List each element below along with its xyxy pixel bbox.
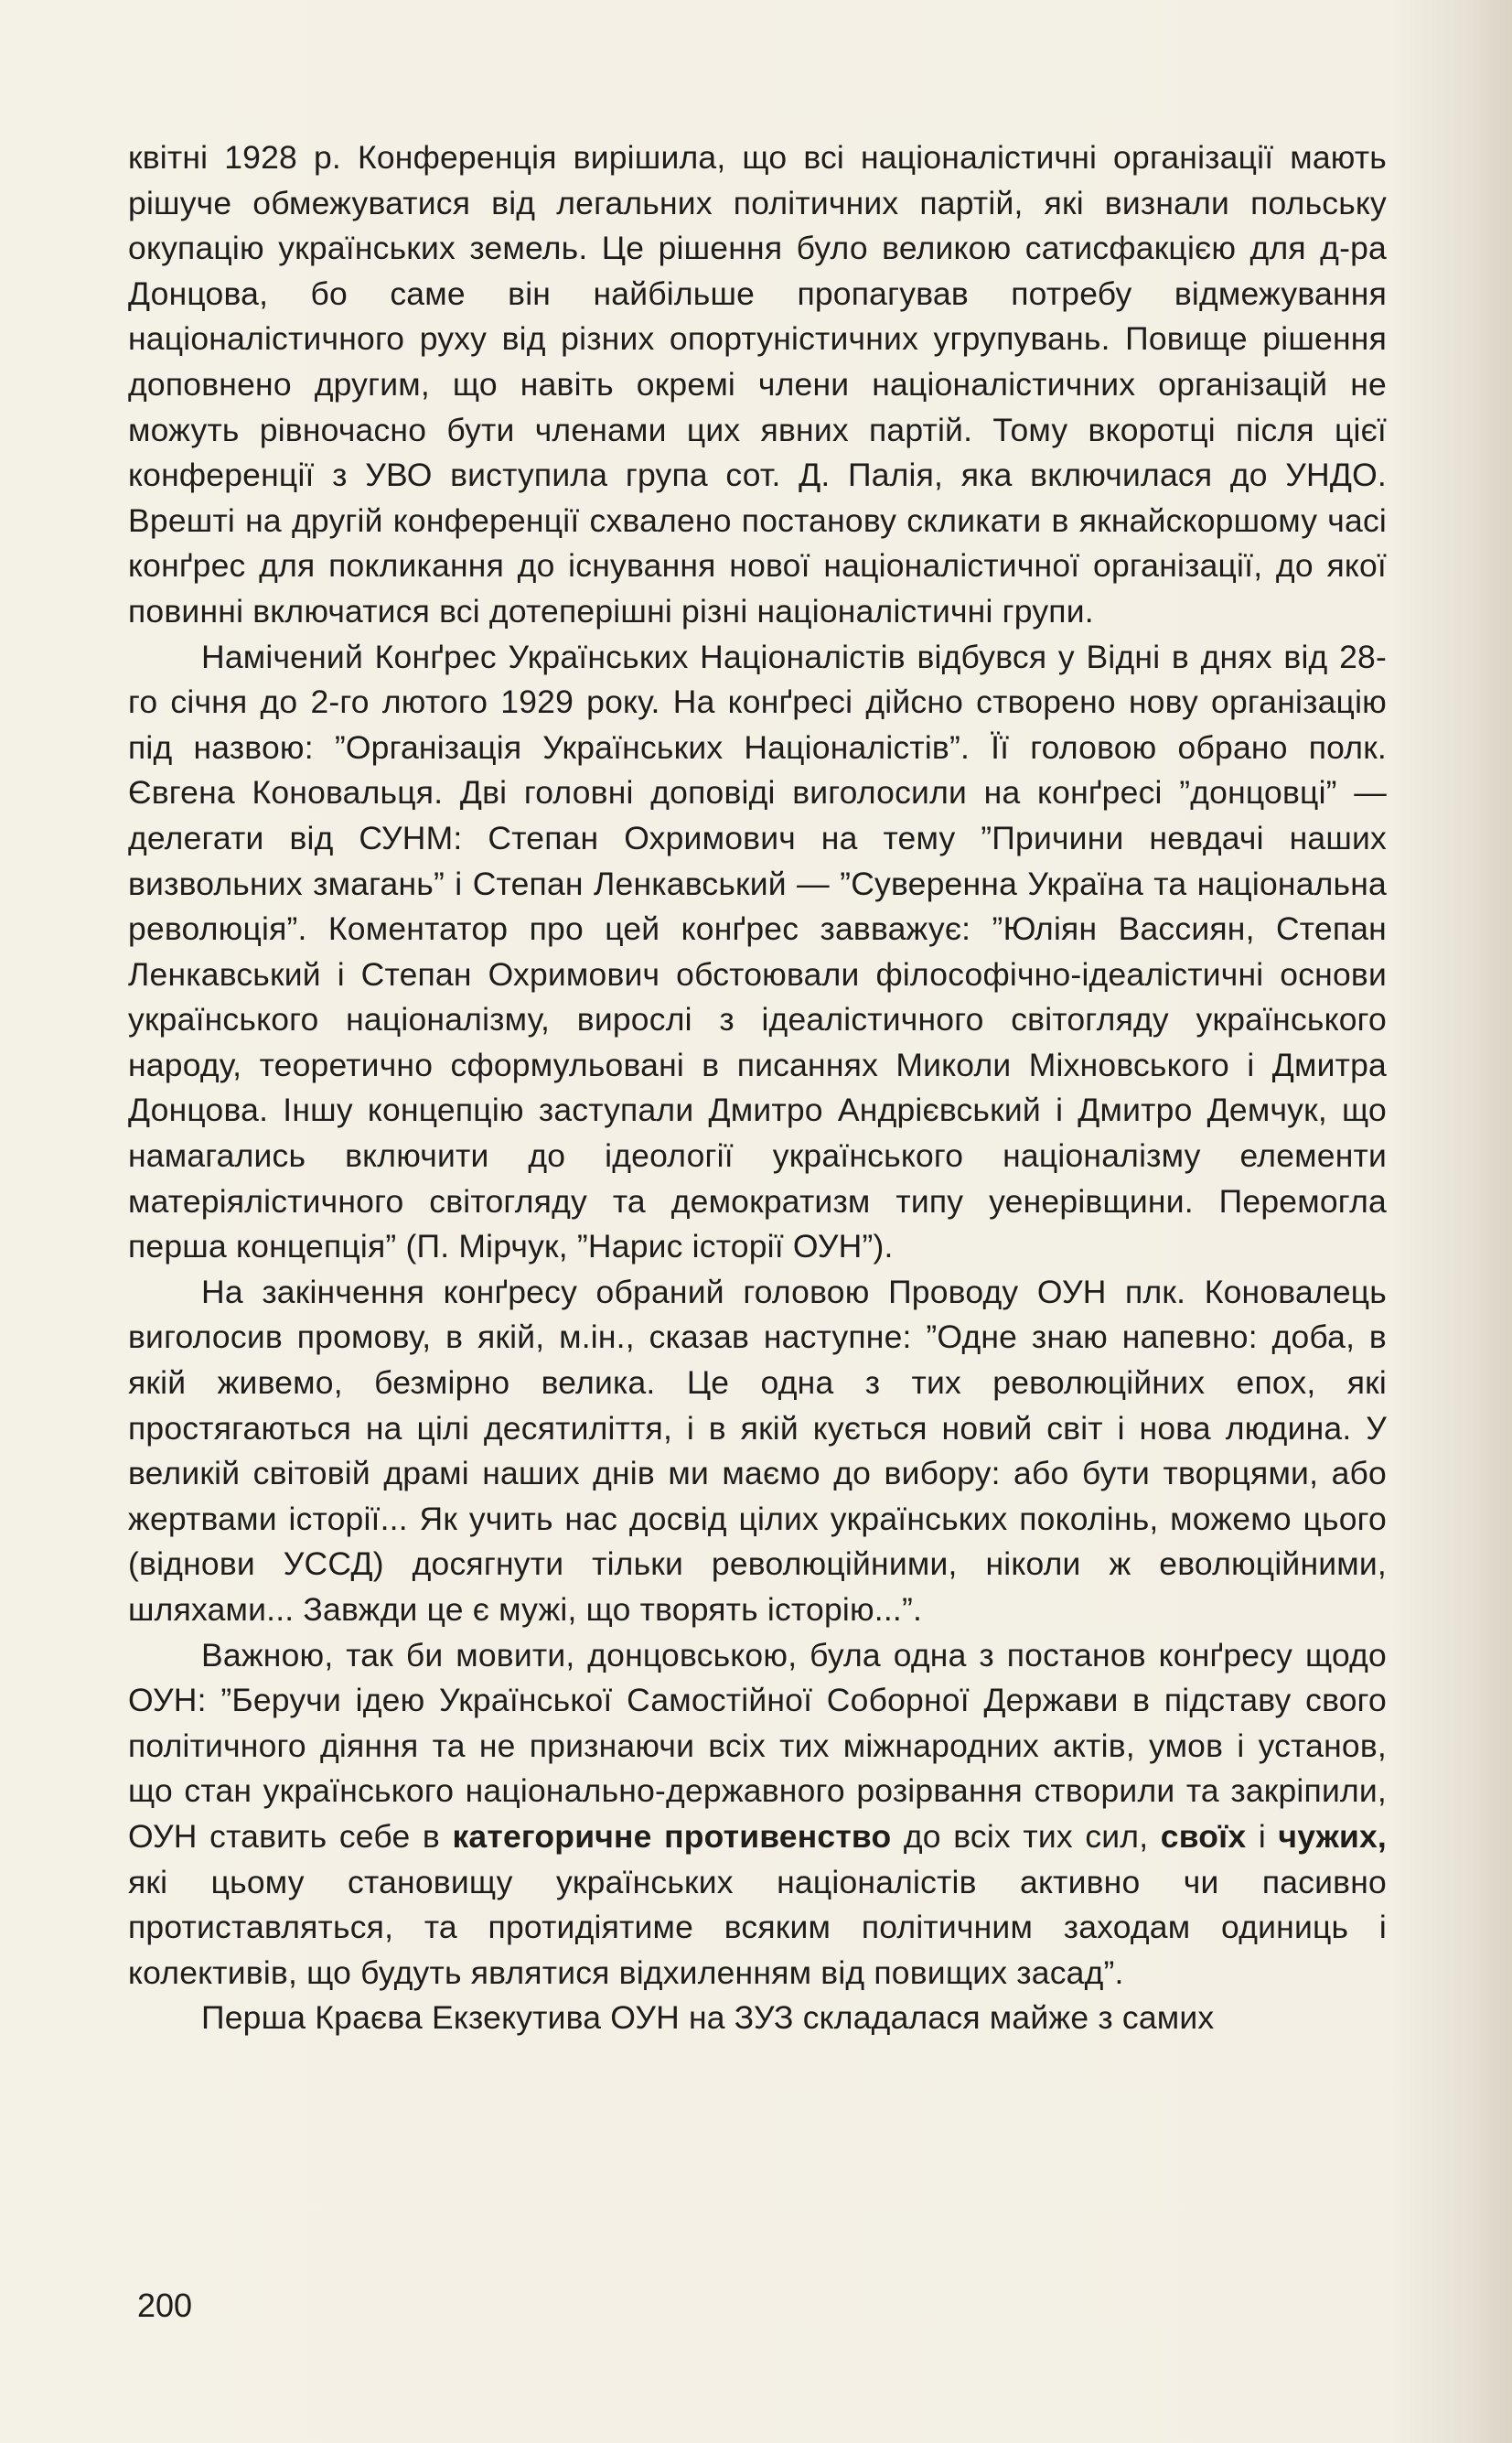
paragraph-4-bold-b: своїх [1160,1817,1247,1855]
paragraph-4-text-b: до всіх тих сил, [891,1817,1161,1855]
page-number: 200 [137,2287,193,2324]
paragraph-2-text: Намічений Конґрес Українських Націоналістів відбувся у Відні в днях від 28-го січня до 2-го лютого 1929 року. На конґресі дійсно створено нову організацію під назвою: ”Організація Українських Націоналістів”. Її головою обрано полк. Євгена Коновальця. Дві головні доповіді виголосили на конґресі ”донцовці” — делегати від СУНМ: Степан Охримович на тему ”Причини невдачі наших визвольних змагань” і Степан Ленкавський — ”Суверенна Україна та національна революція”. Коментатор про цей конґрес завважує: ”Юліян Вассиян, Степан Ленкавський і Степан Охримович обстоювали філософічно-ідеалістичні основи українського націоналізму, вирослі з ідеалістичного світогляду українського народу, теоретично сформульовані в писаннях Миколи Міхновського і Дмитра Донцова. Іншу концепцію заступали Дмитро Андрієвський і Дмитро Демчук, що намагались включити до ідеології українського націоналізму елементи матеріялістичного світогляду та демократизм типу уенерівщини. Перемогла перша концепція” (П. Мірчук, ”Нарис історії ОУН”). [128,638,1387,1265]
paragraph-1-text: квітні 1928 р. Конференція вирішила, що всі націоналістичні організації мають рішуче обмежуватися від легальних політичних партій, які визнали польську окупацію українських земель. Це рішення було великою сатисфакцією для д-ра Донцова, бо саме він найбільше пропагував потребу відмежування націоналістичного руху від різних опортуністичних угрупувань. Повище рішення доповнено другим, що навіть окремі члени націоналістичних організацій не можуть рівночасно бути членами цих явних партій. Тому вкоротці після цієї конференції з УВО виступила група сот. Д. Палія, яка включилася до УНДО. Врешті на другій конференції схвалено постанову скликати в якнайскоршому часі конґрес для покликання до існування нової націоналістичної організації, до якої повинні включатися всі дотеперішні різні націоналістичні групи. [128,139,1387,630]
paragraph-4-bold-c: чужих, [1278,1817,1387,1855]
paragraph-4 [128,1633,1387,1996]
paragraph-1 [128,135,1387,635]
paragraph-4-text-a: Важною, так би мовити, донцовською, була одна з постанов конґресу щодо ОУН: ”Беручи ідею Української Самостійної Соборної Держави в підставу свого політичного діяння та не признаючи всіх тих міжнародних актів, умов і установ, що стан українського національно-державного розірвання створили та закріпили, ОУН ставить себе в [128,1636,1387,1855]
paragraph-5-text: Перша Краєва Екзекутива ОУН на ЗУЗ складалася майже з самих [201,1999,1215,2037]
paragraph-3 [128,1270,1387,1633]
paragraph-4-text-d: які цьому становищу українських націоналістів активно чи пасивно протиставляться, та протидіятиме всяким політичним заходам одиниць і колективів, що будуть являтися відхиленням від повищих засад”. [128,1863,1387,1991]
body-text [128,135,1387,2041]
paragraph-4-text-c: і [1246,1817,1279,1855]
paragraph-5 [128,1996,1387,2041]
paragraph-2 [128,635,1387,1270]
paragraph-3-text: На закінчення конґресу обраний головою Проводу ОУН плк. Коновалець виголосив промову, в якій, м.ін., сказав наступне: ”Одне знаю напевно: доба, в якій живемо, безмірно велика. Це одна з тих революційних епох, які простягаються на цілі десятиліття, і в якій кується новий світ і нова людина. У великій світовій драмі наших днів ми маємо до вибору: або бути творцями, або жертвами історії... Як учить нас досвід цілих українських поколінь, можемо цього (віднови УССД) досягнути тільки революційними, ніколи ж еволюційними, шляхами... Завжди це є мужі, що творять історію...”. [128,1273,1387,1628]
paragraph-4-bold-a: категоричне противенство [452,1817,892,1855]
